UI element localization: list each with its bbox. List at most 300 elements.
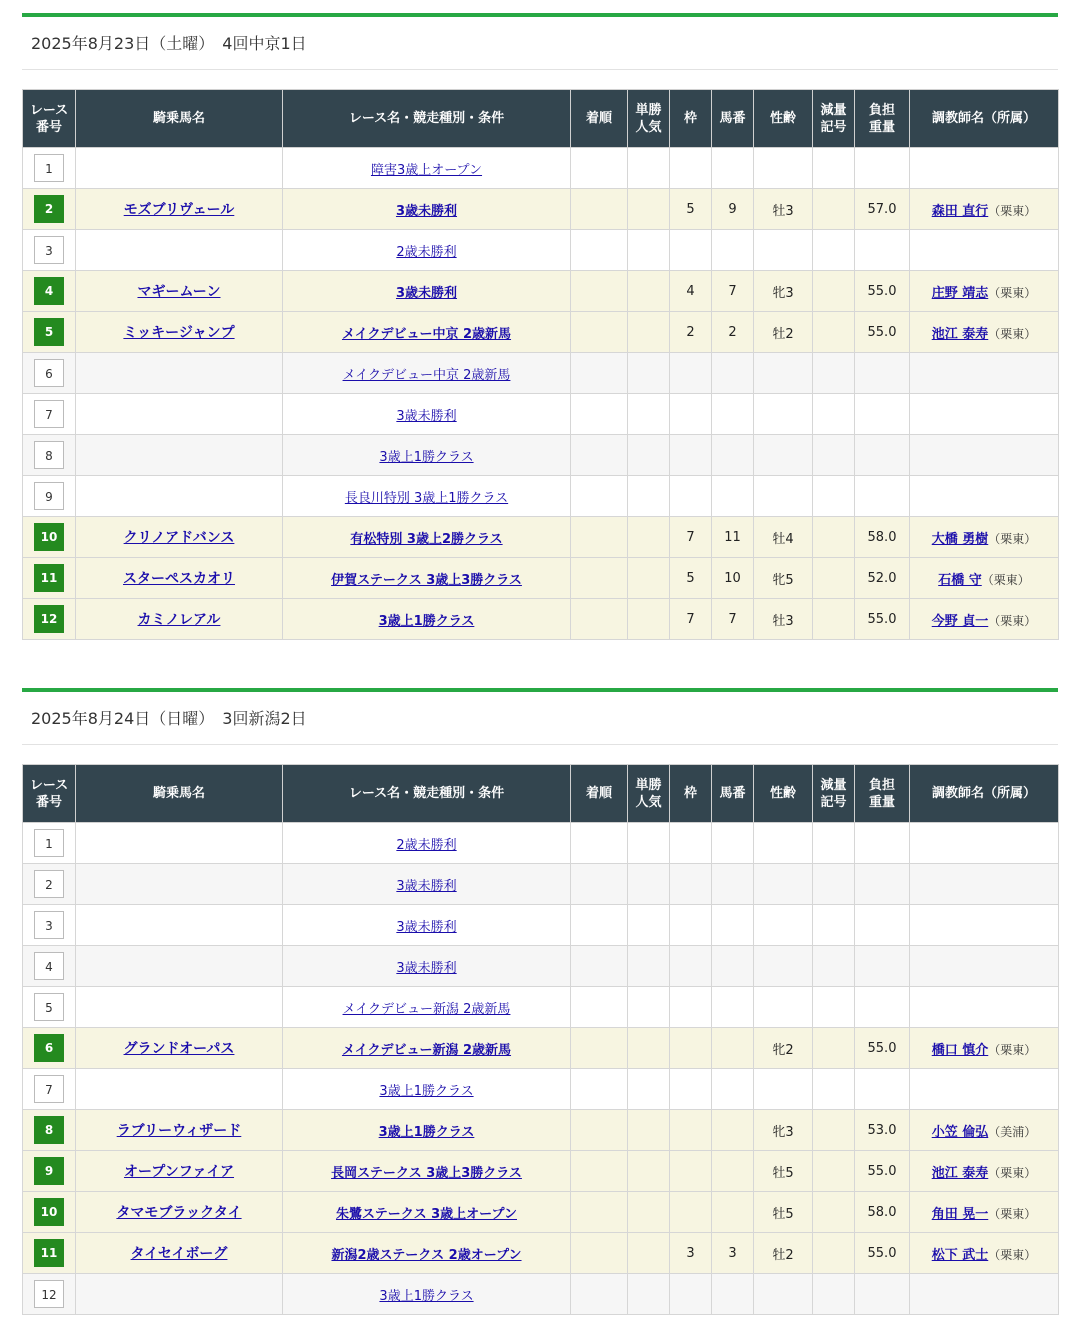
trainer-cell [910,1192,1059,1233]
horse-number-cell: 2 [712,312,754,353]
race-number-cell [23,864,76,905]
weight-cell: 58.0 [855,1192,910,1233]
weight-cell: 53.0 [855,1110,910,1151]
race-number-badge[interactable]: 5 [34,318,64,346]
header-weight-reduction: 減量 記号 [813,90,855,148]
weight-cell [855,946,910,987]
race-rows [23,148,1059,640]
trainer-link[interactable]: 池江 泰寿 [931,326,989,342]
horse-name-cell [76,1110,283,1151]
trainer-affiliation: （栗東） [988,531,1037,546]
popularity-cell [628,1069,670,1110]
header-horse-name: 騎乗馬名 [76,90,283,148]
race-number-cell [23,189,76,230]
race-name-link[interactable]: メイクデビュー新潟 2歳新馬 [341,1042,512,1058]
trainer-affiliation: （栗東） [988,326,1037,341]
horse-name-link[interactable]: タマモブラックタイ [116,1205,242,1221]
weight-reduction-cell [813,864,855,905]
weight-cell [855,864,910,905]
popularity-cell [628,1192,670,1233]
race-row [23,230,1059,271]
race-number-cell [23,1274,76,1315]
weight-reduction-cell [813,394,855,435]
race-name-link[interactable]: 3歳上1勝クラス [379,449,474,465]
horse-name-cell [76,558,283,599]
horse-name-link[interactable]: マギームーン [137,284,221,300]
weight-cell: 55.0 [855,1028,910,1069]
race-name-link[interactable]: 3歳上1勝クラス [378,613,475,629]
finish-cell [571,312,628,353]
horse-name-cell [76,230,283,271]
weight-reduction-cell [813,476,855,517]
race-name-cell [283,1233,571,1274]
race-name-cell [283,230,571,271]
race-name-link[interactable]: 朱鷺ステークス 3歳上オープン [335,1206,517,1222]
weight-cell [855,905,910,946]
sex-age-cell: 牡2 [754,312,813,353]
day-title: 2025年8月24日（日曜） 3回新潟2日 [22,692,1058,745]
race-table [22,764,1059,1315]
popularity-cell [628,435,670,476]
race-number-cell [23,1028,76,1069]
race-row [23,1192,1059,1233]
trainer-affiliation: （美浦） [988,1124,1037,1139]
race-row [23,517,1059,558]
race-name-link[interactable]: メイクデビュー中京 2歳新馬 [342,367,511,383]
frame-cell [670,1151,712,1192]
horse-number-cell: 7 [712,271,754,312]
popularity-cell [628,1028,670,1069]
frame-cell: 5 [670,189,712,230]
horse-number-cell [712,864,754,905]
frame-cell [670,1274,712,1315]
trainer-cell [910,353,1059,394]
race-number-badge[interactable]: 11 [34,564,64,592]
popularity-cell [628,823,670,864]
race-name-link[interactable]: 障害3歳上オープン [370,162,483,178]
sex-age-cell: 牡3 [754,189,813,230]
header-finish: 着順 [571,90,628,148]
trainer-link[interactable]: 大橋 勇樹 [931,531,989,547]
weight-cell [855,435,910,476]
horse-name-cell [76,1192,283,1233]
horse-number-cell: 9 [712,189,754,230]
race-name-cell [283,987,571,1028]
frame-cell [670,476,712,517]
trainer-link[interactable]: 庄野 靖志 [931,285,989,301]
horse-name-link[interactable]: カミノレアル [137,612,221,628]
sex-age-cell: 牡5 [754,1192,813,1233]
horse-name-cell [76,271,283,312]
trainer-cell [910,1233,1059,1274]
race-row [23,353,1059,394]
sex-age-cell [754,476,813,517]
horse-name-cell [76,148,283,189]
frame-cell [670,864,712,905]
popularity-cell [628,517,670,558]
horse-number-cell [712,1028,754,1069]
horse-number-cell [712,905,754,946]
horse-name-cell [76,1233,283,1274]
sex-age-cell: 牝3 [754,1110,813,1151]
trainer-cell [910,394,1059,435]
trainer-affiliation: （栗東） [981,572,1030,587]
race-name-link[interactable]: 伊賀ステークス 3歳上3勝クラス [331,572,522,588]
race-number-badge: 5 [34,993,64,1021]
race-name-link[interactable]: 3歳上1勝クラス [378,1124,475,1140]
finish-cell [571,271,628,312]
popularity-cell [628,1274,670,1315]
frame-cell: 5 [670,558,712,599]
race-row [23,271,1059,312]
weight-cell: 55.0 [855,271,910,312]
day-section [22,688,1058,1304]
weight-reduction-cell [813,599,855,640]
trainer-link[interactable]: 今野 貞一 [931,613,989,629]
race-row [23,946,1059,987]
finish-cell [571,230,628,271]
finish-cell [571,353,628,394]
trainer-link[interactable]: 石橋 守 [938,572,982,588]
horse-name-link[interactable]: オープンファイア [123,1164,235,1180]
finish-cell [571,1151,628,1192]
race-name-cell [283,946,571,987]
race-name-link[interactable]: 有松特別 3歳上2勝クラス [350,531,503,547]
race-number-badge: 3 [34,236,64,264]
race-row [23,1151,1059,1192]
race-row [23,394,1059,435]
weight-cell [855,476,910,517]
race-row [23,1233,1059,1274]
sex-age-cell: 牡2 [754,1233,813,1274]
horse-name-cell [76,517,283,558]
race-name-cell [283,517,571,558]
race-number-badge: 9 [34,482,64,510]
race-name-link[interactable]: 2歳未勝利 [396,244,457,260]
race-table [22,89,1059,640]
horse-name-cell [76,1028,283,1069]
trainer-cell [910,946,1059,987]
trainer-link[interactable]: 橋口 慎介 [931,1042,989,1058]
trainer-cell [910,864,1059,905]
race-number-cell [23,987,76,1028]
weight-reduction-cell [813,823,855,864]
race-row [23,1028,1059,1069]
frame-cell [670,148,712,189]
race-number-cell [23,599,76,640]
popularity-cell [628,148,670,189]
sex-age-cell [754,905,813,946]
race-name-link[interactable]: 3歳未勝利 [396,960,457,976]
horse-number-cell [712,394,754,435]
popularity-cell [628,1233,670,1274]
sex-age-cell [754,230,813,271]
finish-cell [571,905,628,946]
race-name-link[interactable]: 長岡ステークス 3歳上3勝クラス [331,1165,522,1181]
horse-name-cell [76,599,283,640]
trainer-cell [910,435,1059,476]
popularity-cell [628,864,670,905]
race-name-link[interactable]: メイクデビュー中京 2歳新馬 [341,326,512,342]
trainer-cell [910,189,1059,230]
weight-reduction-cell [813,905,855,946]
race-name-link[interactable]: 2歳未勝利 [396,837,457,853]
race-number-cell [23,823,76,864]
sex-age-cell [754,987,813,1028]
header-popularity: 単勝 人気 [628,90,670,148]
popularity-cell [628,558,670,599]
race-name-link[interactable]: 3歳未勝利 [396,408,457,424]
horse-number-cell [712,987,754,1028]
sex-age-cell [754,148,813,189]
race-number-badge[interactable]: 12 [34,605,64,633]
race-number-badge: 1 [34,154,64,182]
race-name-link[interactable]: 3歳未勝利 [396,878,457,894]
trainer-cell [910,517,1059,558]
weight-cell: 55.0 [855,599,910,640]
popularity-cell [628,353,670,394]
race-name-link[interactable]: 3歳未勝利 [396,919,457,935]
race-number-badge[interactable]: 6 [34,1034,64,1062]
horse-name-cell [76,823,283,864]
weight-reduction-cell [813,1233,855,1274]
header-trainer: 調教師名（所属） [910,765,1059,823]
finish-cell [571,558,628,599]
horse-name-link[interactable]: タイセイボーグ [130,1246,228,1262]
trainer-affiliation: （栗東） [988,613,1037,628]
race-row [23,1069,1059,1110]
finish-cell [571,148,628,189]
frame-cell: 2 [670,312,712,353]
horse-name-link[interactable]: ミッキージャンプ [123,325,235,341]
weight-cell: 58.0 [855,517,910,558]
header-trainer: 調教師名（所属） [910,90,1059,148]
frame-cell [670,905,712,946]
race-row [23,599,1059,640]
trainer-affiliation: （栗東） [988,1165,1037,1180]
trainer-affiliation: （栗東） [988,285,1037,300]
race-row [23,476,1059,517]
race-number-badge[interactable]: 11 [34,1239,64,1267]
trainer-cell [910,476,1059,517]
race-number-badge: 1 [34,829,64,857]
weight-reduction-cell [813,148,855,189]
horse-name-cell [76,353,283,394]
race-name-cell [283,312,571,353]
sex-age-cell [754,1274,813,1315]
race-name-cell [283,1028,571,1069]
weight-reduction-cell [813,946,855,987]
finish-cell [571,435,628,476]
finish-cell [571,476,628,517]
header-race-number: レース 番号 [23,765,76,823]
popularity-cell [628,946,670,987]
popularity-cell [628,271,670,312]
finish-cell [571,599,628,640]
header-race-name: レース名・競走種別・条件 [283,765,571,823]
horse-number-cell [712,148,754,189]
race-name-cell [283,599,571,640]
trainer-cell [910,148,1059,189]
weight-reduction-cell [813,1028,855,1069]
race-number-cell [23,435,76,476]
trainer-link[interactable]: 池江 泰寿 [931,1165,989,1181]
race-number-cell [23,1233,76,1274]
race-name-cell [283,148,571,189]
horse-name-link[interactable]: モズブリヴェール [123,202,235,218]
horse-name-cell [76,1069,283,1110]
sex-age-cell [754,435,813,476]
header-popularity: 単勝 人気 [628,765,670,823]
header-race-name: レース名・競走種別・条件 [283,90,571,148]
trainer-affiliation: （栗東） [988,1042,1037,1057]
horse-number-cell [712,476,754,517]
header-horse-name: 騎乗馬名 [76,765,283,823]
trainer-cell [910,987,1059,1028]
race-name-link[interactable]: 3歳未勝利 [395,285,458,301]
race-row [23,558,1059,599]
weight-cell [855,987,910,1028]
race-number-cell [23,1151,76,1192]
race-number-cell [23,476,76,517]
race-number-badge[interactable]: 2 [34,195,64,223]
race-row [23,435,1059,476]
frame-cell [670,987,712,1028]
weight-reduction-cell [813,1069,855,1110]
sex-age-cell [754,864,813,905]
race-name-link[interactable]: 3歳上1勝クラス [379,1083,474,1099]
trainer-link[interactable]: 松下 武士 [931,1247,989,1263]
frame-cell [670,1069,712,1110]
header-sex-age: 性齢 [754,90,813,148]
horse-number-cell [712,1110,754,1151]
trainer-cell [910,1110,1059,1151]
sex-age-cell: 牡4 [754,517,813,558]
header-horse-number: 馬番 [712,765,754,823]
popularity-cell [628,189,670,230]
trainer-link[interactable]: 角田 晃一 [931,1206,989,1222]
race-number-badge: 3 [34,911,64,939]
weight-reduction-cell [813,271,855,312]
finish-cell [571,823,628,864]
horse-name-cell [76,946,283,987]
header-row [23,90,1059,148]
race-number-badge: 7 [34,400,64,428]
race-name-cell [283,394,571,435]
horse-name-link[interactable]: クリノアドバンス [123,530,235,546]
weight-cell [855,148,910,189]
finish-cell [571,394,628,435]
horse-name-link[interactable]: スターペスカオリ [123,571,235,587]
race-number-badge[interactable]: 10 [34,523,64,551]
day-section [22,13,1058,629]
finish-cell [571,517,628,558]
sex-age-cell [754,394,813,435]
trainer-cell [910,230,1059,271]
horse-number-cell [712,1274,754,1315]
weight-cell: 55.0 [855,312,910,353]
race-number-cell [23,1110,76,1151]
race-number-badge[interactable]: 9 [34,1157,64,1185]
horse-name-link[interactable]: グランドオーパス [123,1041,235,1057]
race-name-cell [283,189,571,230]
race-number-badge[interactable]: 8 [34,1116,64,1144]
race-name-link[interactable]: 3歳上1勝クラス [379,1288,474,1304]
header-weight: 負担 重量 [855,765,910,823]
race-row [23,189,1059,230]
race-name-cell [283,1151,571,1192]
race-number-badge[interactable]: 10 [34,1198,64,1226]
trainer-cell [910,312,1059,353]
horse-name-cell [76,189,283,230]
finish-cell [571,1069,628,1110]
weight-cell [855,823,910,864]
frame-cell [670,946,712,987]
finish-cell [571,1233,628,1274]
race-row [23,148,1059,189]
weight-reduction-cell [813,353,855,394]
race-name-cell [283,435,571,476]
weight-reduction-cell [813,1192,855,1233]
race-rows [23,823,1059,1315]
race-number-cell [23,271,76,312]
horse-name-cell [76,435,283,476]
weight-reduction-cell [813,1151,855,1192]
trainer-cell [910,271,1059,312]
frame-cell [670,230,712,271]
frame-cell [670,1192,712,1233]
race-name-link[interactable]: 長良川特別 3歳上1勝クラス [344,490,509,506]
race-number-cell [23,148,76,189]
finish-cell [571,946,628,987]
horse-number-cell [712,1069,754,1110]
trainer-cell [910,905,1059,946]
sex-age-cell [754,353,813,394]
horse-number-cell [712,435,754,476]
header-sex-age: 性齢 [754,765,813,823]
race-number-badge: 6 [34,359,64,387]
frame-cell [670,435,712,476]
race-number-cell [23,517,76,558]
race-row [23,987,1059,1028]
sex-age-cell: 牝5 [754,558,813,599]
sex-age-cell: 牡3 [754,599,813,640]
horse-number-cell [712,946,754,987]
race-number-cell [23,558,76,599]
race-name-link[interactable]: 3歳未勝利 [395,203,458,219]
weight-reduction-cell [813,558,855,599]
trainer-link[interactable]: 森田 直行 [931,203,989,219]
race-name-cell [283,823,571,864]
trainer-cell [910,558,1059,599]
trainer-cell [910,1028,1059,1069]
horse-name-cell [76,476,283,517]
horse-name-link[interactable]: ラブリーウィザード [116,1123,242,1139]
horse-number-cell [712,1192,754,1233]
weight-cell: 55.0 [855,1151,910,1192]
race-number-cell [23,353,76,394]
race-name-link[interactable]: 新潟2歳ステークス 2歳オープン [331,1247,522,1263]
popularity-cell [628,394,670,435]
trainer-link[interactable]: 小笠 倫弘 [931,1124,989,1140]
race-name-cell [283,905,571,946]
race-name-link[interactable]: メイクデビュー新潟 2歳新馬 [342,1001,511,1017]
race-number-badge[interactable]: 4 [34,277,64,305]
horse-name-cell [76,312,283,353]
horse-name-cell [76,394,283,435]
race-number-badge: 7 [34,1075,64,1103]
weight-reduction-cell [813,189,855,230]
